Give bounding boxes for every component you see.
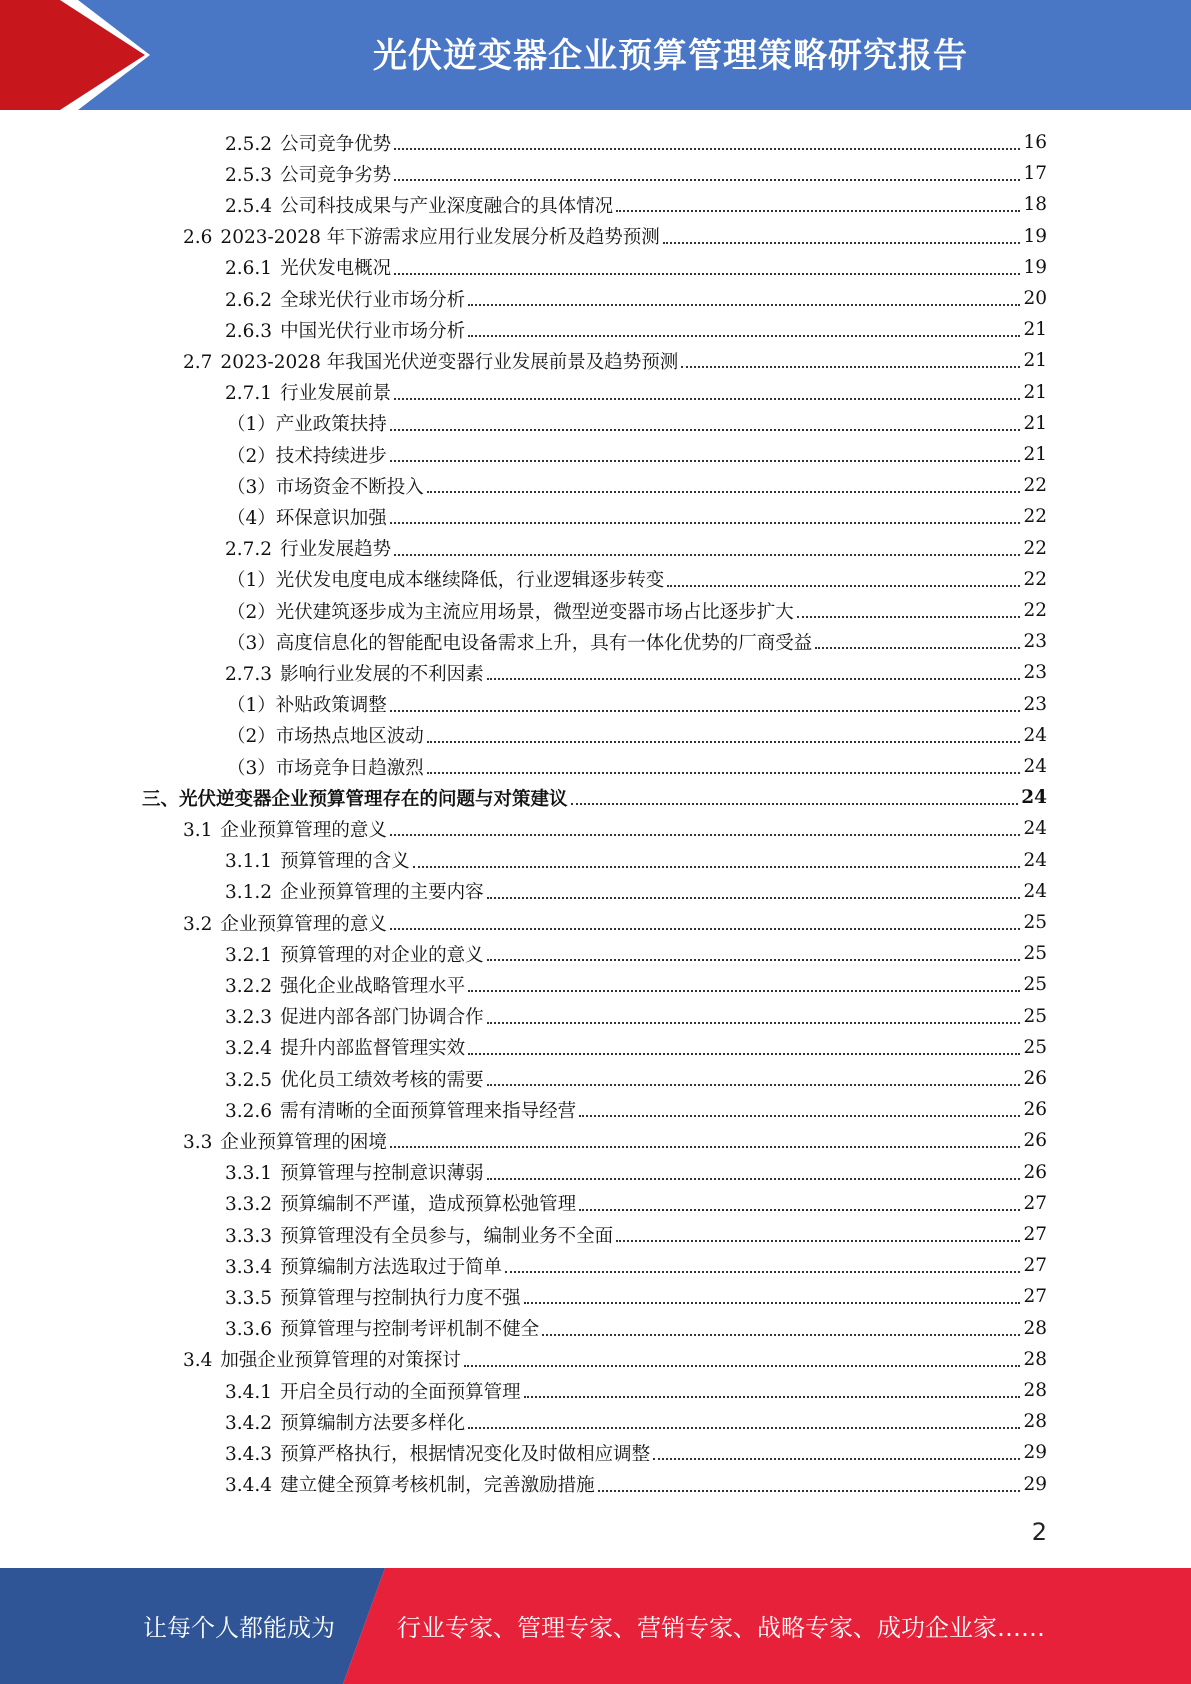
- toc-entry-label: [227, 629, 812, 655]
- toc-dot-leader: [616, 1239, 1020, 1242]
- toc-entry[interactable]: [227, 689, 1047, 720]
- toc-entry-title: 预算管理的含义: [280, 851, 410, 873]
- toc-entry-page: 25: [1023, 974, 1047, 996]
- toc-entry-title: 预算编制方法要多样化: [280, 1412, 466, 1434]
- toc-entry-page: 28: [1023, 1380, 1047, 1401]
- toc-entry-label: [225, 1471, 595, 1497]
- toc-entry-number: 3.2.4: [225, 1038, 273, 1060]
- toc-entry-title: 促进内部各部门协调合作: [280, 1007, 484, 1029]
- toc-entry-title: 需有清晰的全面预算管理来指导经营: [280, 1100, 577, 1122]
- page-header: [0, 0, 1191, 110]
- toc-entry-title: 企业预算管理的困境: [220, 1131, 387, 1153]
- toc-entry[interactable]: [225, 1469, 1047, 1500]
- toc-entry-page: 26: [1023, 1161, 1047, 1183]
- toc-entry-title: 中国光伏行业市场分析: [280, 320, 466, 342]
- toc-entry-title: 产业政策扶持: [275, 414, 387, 436]
- toc-entry-number: （2）: [227, 601, 276, 623]
- toc-entry-number: 3.4.3: [225, 1443, 273, 1465]
- toc-entry-title: 预算管理与控制意识薄弱: [280, 1163, 484, 1185]
- toc-entry-number: 3.2.3: [225, 1007, 273, 1029]
- toc-entry-number: 3.1.1: [225, 851, 273, 873]
- toc-entry-label: [227, 410, 387, 436]
- toc-entry-page: 28: [1023, 1317, 1047, 1339]
- toc-dot-leader: [390, 428, 1021, 431]
- toc-dot-leader: [579, 1114, 1020, 1117]
- toc-entry-label: [225, 535, 391, 561]
- toc-entry-title: 光伏逆变器企业预算管理存在的问题与对策建议: [179, 788, 568, 810]
- toc-entry[interactable]: [183, 907, 1047, 938]
- toc-entry-label: [227, 566, 664, 592]
- toc-entry-page: 23: [1023, 662, 1047, 684]
- toc-entry-title: 开启全员行动的全面预算管理: [280, 1381, 521, 1403]
- toc-dot-leader: [464, 1364, 1021, 1367]
- toc-entry-number: 3.3.5: [225, 1287, 273, 1309]
- toc-entry[interactable]: [227, 501, 1047, 532]
- toc-entry-page: 24: [1023, 880, 1047, 902]
- toc-entry[interactable]: [183, 813, 1047, 844]
- toc-dot-leader: [390, 833, 1021, 836]
- toc-entry-label: [225, 1034, 465, 1060]
- toc-entry-number: 2.5.4: [225, 195, 273, 217]
- toc-entry-page: 28: [1023, 1348, 1047, 1370]
- toc-entry[interactable]: [142, 782, 1047, 813]
- toc-dot-leader: [468, 1426, 1020, 1429]
- toc-dot-leader: [390, 521, 1021, 524]
- toc-entry[interactable]: [227, 439, 1047, 470]
- toc-entry-title: 影响行业发展的不利因素: [280, 663, 484, 685]
- toc-entry-number: 3.4.4: [225, 1475, 273, 1497]
- toc-dot-leader: [394, 147, 1020, 150]
- toc-entry-page: 27: [1023, 1192, 1047, 1214]
- toc-entry[interactable]: [225, 377, 1047, 408]
- toc-entry-number: 2.7: [183, 351, 213, 373]
- toc-entry-label: [225, 317, 465, 343]
- toc-entry[interactable]: [225, 1219, 1047, 1250]
- toc-entry-label: [227, 442, 387, 468]
- toc-entry-title: 市场竞争日趋激烈: [275, 757, 424, 779]
- toc-entry[interactable]: [225, 938, 1047, 969]
- toc-entry-label: [225, 1440, 650, 1466]
- toc-entry[interactable]: [225, 1313, 1047, 1344]
- toc-entry-label: [225, 1190, 576, 1216]
- toc-entry-title: 提升内部监督管理实效: [280, 1038, 466, 1060]
- toc-entry-page: 24: [1023, 756, 1047, 777]
- toc-entry-number: 3.2.2: [225, 975, 273, 997]
- toc-dot-leader: [390, 927, 1021, 930]
- toc-entry[interactable]: [183, 1344, 1047, 1375]
- toc-entry-label: [225, 972, 465, 998]
- toc-entry-label: [225, 1097, 576, 1123]
- toc-entry[interactable]: [183, 1125, 1047, 1156]
- toc-entry-page: 25: [1023, 1036, 1047, 1058]
- toc-entry-page: 26: [1023, 1130, 1047, 1152]
- toc-entry-title: 预算严格执行，根据情况变化及时做相应调整: [280, 1443, 651, 1465]
- toc-dot-leader: [681, 365, 1020, 368]
- toc-entry-label: [225, 192, 613, 218]
- toc-entry-page: 22: [1023, 600, 1047, 621]
- toc-dot-leader: [797, 615, 1021, 618]
- toc-entry[interactable]: [227, 470, 1047, 501]
- toc-dot-leader: [468, 334, 1020, 337]
- toc-entry[interactable]: [225, 189, 1047, 220]
- toc-entry-label: [225, 1284, 521, 1310]
- toc-dot-leader: [390, 1145, 1021, 1148]
- toc-entry-title: 光伏发电概况: [280, 258, 392, 280]
- toc-entry-label: [225, 1003, 484, 1029]
- toc-dot-leader: [487, 1083, 1021, 1086]
- toc-entry-number: 3.2: [183, 913, 213, 935]
- toc-entry-number: 2.7.2: [225, 539, 273, 561]
- toc-entry-title: 补贴政策调整: [275, 695, 387, 717]
- toc-dot-leader: [394, 272, 1020, 275]
- toc-entry-label: [225, 161, 391, 187]
- toc-entry-page: 29: [1023, 1442, 1047, 1464]
- toc-entry-label: [183, 1128, 387, 1154]
- toc-entry-number: （1）: [227, 570, 276, 592]
- toc-entry[interactable]: [227, 720, 1047, 751]
- toc-dot-leader: [468, 989, 1020, 992]
- toc-entry-title: 公司科技成果与产业深度融合的具体情况: [280, 195, 614, 217]
- toc-entry-label: [225, 1222, 613, 1248]
- toc-entry-title: 全球光伏行业市场分析: [280, 289, 466, 311]
- toc-dot-leader: [487, 1021, 1021, 1024]
- toc-dot-leader: [815, 646, 1020, 649]
- footer-expert-list: 行业专家、管理专家、营销专家、战略专家、成功企业家……: [397, 1614, 1045, 1642]
- toc-entry-number: 三、: [142, 788, 180, 810]
- toc-entry[interactable]: [183, 221, 1047, 252]
- toc-entry-page: 21: [1023, 412, 1047, 434]
- toc-entry-label: [225, 1315, 539, 1341]
- toc-entry-title: 企业预算管理的意义: [220, 913, 387, 935]
- toc-entry-number: 2.6.2: [225, 289, 273, 311]
- toc-dot-leader: [427, 490, 1021, 493]
- toc-entry-title: 2023-2028 年下游需求应用行业发展分析及趋势预测: [220, 227, 660, 249]
- toc-dot-leader: [468, 1052, 1020, 1055]
- toc-entry-title: 环保意识加强: [275, 507, 387, 529]
- toc-dot-leader: [667, 584, 1020, 587]
- toc-entry-number: （2）: [227, 445, 276, 467]
- toc-entry[interactable]: [225, 1281, 1047, 1312]
- toc-dot-leader: [653, 1457, 1020, 1460]
- toc-entry-label: [183, 1346, 461, 1372]
- toc-entry-page: 27: [1023, 1286, 1047, 1308]
- toc-dot-leader: [390, 459, 1021, 462]
- toc-dot-leader: [394, 553, 1020, 556]
- toc-dot-leader: [571, 802, 1019, 805]
- toc-dot-leader: [487, 896, 1021, 899]
- toc-entry-page: 22: [1023, 537, 1047, 559]
- toc-dot-leader: [487, 1177, 1021, 1180]
- toc-entry-label: [227, 473, 424, 499]
- toc-entry-number: 3.2.1: [225, 944, 273, 966]
- toc-entry-page: 24: [1023, 849, 1047, 871]
- toc-entry[interactable]: [227, 408, 1047, 439]
- toc-entry-number: （3）: [227, 757, 276, 779]
- toc-entry-page: 27: [1023, 1224, 1047, 1245]
- toc-entry-label: [225, 286, 465, 312]
- toc-entry-page: 29: [1023, 1473, 1047, 1495]
- toc-dot-leader: [468, 303, 1020, 306]
- toc-dot-leader: [598, 1489, 1021, 1492]
- toc-entry-page: 22: [1023, 506, 1047, 528]
- toc-entry[interactable]: [225, 1375, 1047, 1406]
- toc-entry-number: 2.6: [183, 227, 213, 249]
- toc-entry-page: 18: [1023, 194, 1047, 216]
- toc-entry-number: 3.2.6: [225, 1100, 273, 1122]
- toc-entry-number: 3.3.3: [225, 1225, 273, 1247]
- toc-entry[interactable]: [227, 751, 1047, 782]
- toc-entry-label: [227, 598, 794, 624]
- toc-entry-label: [225, 1378, 521, 1404]
- toc-entry-page: 24: [1021, 787, 1047, 809]
- toc-entry-label: [227, 754, 424, 780]
- toc-entry-number: 3.3.1: [225, 1163, 273, 1185]
- toc-entry-page: 25: [1023, 912, 1047, 933]
- toc-entry-page: 28: [1023, 1411, 1047, 1433]
- toc-entry[interactable]: [227, 626, 1047, 657]
- toc-entry-number: （2）: [227, 726, 276, 748]
- toc-entry-number: 2.7.3: [225, 663, 273, 685]
- toc-dot-leader: [413, 865, 1021, 868]
- toc-entry[interactable]: [225, 1094, 1047, 1125]
- toc-entry[interactable]: [225, 845, 1047, 876]
- toc-entry-page: 21: [1023, 319, 1047, 341]
- toc-entry[interactable]: [225, 1250, 1047, 1281]
- toc-entry[interactable]: [225, 252, 1047, 283]
- toc-dot-leader: [394, 178, 1020, 181]
- toc-entry-label: [227, 722, 424, 748]
- toc-dot-leader: [505, 1270, 1020, 1273]
- toc-dot-leader: [579, 1208, 1020, 1211]
- toc-entry-number: （4）: [227, 507, 276, 529]
- toc-entry-number: 3.3: [183, 1131, 213, 1153]
- toc-entry-title: 强化企业战略管理水平: [280, 975, 466, 997]
- toc-entry-title: 预算管理没有全员参与，编制业务不全面: [280, 1225, 614, 1247]
- toc-dot-leader: [524, 1301, 1021, 1304]
- toc-entry-number: 3.3.6: [225, 1319, 273, 1341]
- toc-entry-title: 市场资金不断投入: [275, 476, 424, 498]
- toc-entry-page: 21: [1023, 444, 1047, 465]
- toc-dot-leader: [487, 677, 1021, 680]
- toc-entry-title: 预算管理与控制考评机制不健全: [280, 1319, 540, 1341]
- toc-dot-leader: [524, 1395, 1021, 1398]
- footer-slogan: 让每个人都能成为: [143, 1614, 335, 1642]
- toc-entry[interactable]: [225, 1406, 1047, 1437]
- header-title: 光伏逆变器企业预算管理策略研究报告: [373, 36, 968, 76]
- toc-entry-title: 高度信息化的智能配电设备需求上升，具有一体化优势的厂商受益: [275, 632, 813, 654]
- toc-entry[interactable]: [225, 127, 1047, 158]
- toc-entry[interactable]: [225, 1032, 1047, 1063]
- toc-entry-number: 3.3.2: [225, 1194, 273, 1216]
- toc-entry-page: 24: [1023, 724, 1047, 746]
- toc-dot-leader: [427, 771, 1021, 774]
- toc-entry-title: 预算编制不严谨，造成预算松弛管理: [280, 1194, 577, 1216]
- toc-entry-page: 23: [1023, 693, 1047, 715]
- toc-entry-title: 光伏建筑逐步成为主流应用场景，微型逆变器市场占比逐步扩大: [275, 601, 794, 623]
- toc-entry-number: （3）: [227, 476, 276, 498]
- toc-entry-page: 19: [1023, 225, 1047, 247]
- toc-entry-label: [183, 816, 387, 842]
- toc-entry[interactable]: [225, 158, 1047, 189]
- toc-entry-label: [142, 785, 568, 811]
- toc-entry-number: 2.5.2: [225, 133, 273, 155]
- toc-entry-label: [225, 254, 391, 280]
- toc-entry-title: 企业预算管理的主要内容: [280, 882, 484, 904]
- toc-entry-page: 27: [1023, 1255, 1047, 1277]
- toc-entry-title: 行业发展前景: [280, 383, 392, 405]
- toc-entry-title: 市场热点地区波动: [275, 726, 424, 748]
- toc-entry-page: 26: [1023, 1099, 1047, 1121]
- toc-entry[interactable]: [225, 533, 1047, 564]
- toc-dot-leader: [390, 709, 1021, 712]
- toc-entry[interactable]: [225, 876, 1047, 907]
- toc-entry-title: 预算编制方法选取过于简单: [280, 1256, 503, 1278]
- toc-entry-label: [225, 1066, 484, 1092]
- toc-entry-page: 23: [1023, 631, 1047, 653]
- toc-entry[interactable]: [183, 345, 1047, 376]
- toc-entry-page: 26: [1023, 1068, 1047, 1089]
- toc-entry-number: 2.6.1: [225, 258, 273, 280]
- toc-entry-number: 2.5.3: [225, 164, 273, 186]
- toc-entry-title: 加强企业预算管理的对策探讨: [220, 1350, 461, 1372]
- toc-entry-label: [225, 660, 484, 686]
- toc-entry-label: [225, 1409, 465, 1435]
- toc-entry-title: 光伏发电度电成本继续降低，行业逻辑逐步转变: [275, 570, 665, 592]
- toc-dot-leader: [394, 397, 1020, 400]
- toc-dot-leader: [542, 1333, 1020, 1336]
- toc-entry[interactable]: [225, 1063, 1047, 1094]
- toc-entry-number: （3）: [227, 632, 276, 654]
- toc-entry-page: 25: [1023, 1005, 1047, 1027]
- toc-entry[interactable]: [225, 1437, 1047, 1468]
- toc-entry-title: 预算管理与控制执行力度不强: [280, 1287, 521, 1309]
- toc-entry-page: 21: [1023, 381, 1047, 403]
- toc-entry-number: 3.1.2: [225, 882, 273, 904]
- toc-entry-title: 优化员工绩效考核的需要: [280, 1069, 484, 1091]
- toc-entry-page: 24: [1023, 818, 1047, 840]
- toc-entry-title: 预算管理的对企业的意义: [280, 944, 484, 966]
- toc-entry-title: 企业预算管理的意义: [220, 819, 387, 841]
- toc-entry-number: 3.3.4: [225, 1256, 273, 1278]
- toc-entry-number: 3.4.2: [225, 1412, 273, 1434]
- toc-entry-page: 25: [1023, 943, 1047, 965]
- toc-entry-title: 2023-2028 年我国光伏逆变器行业发展前景及趋势预测: [220, 351, 679, 373]
- toc-entry[interactable]: [227, 564, 1047, 595]
- toc-entry-number: （1）: [227, 695, 276, 717]
- toc-entry-title: 公司竞争优势: [280, 133, 392, 155]
- toc-entry-label: [225, 941, 484, 967]
- toc-entry[interactable]: [225, 657, 1047, 688]
- toc-entry[interactable]: [225, 969, 1047, 1000]
- toc-dot-leader: [616, 209, 1020, 212]
- toc-dot-leader: [427, 740, 1021, 743]
- toc-entry-number: 3.1: [183, 819, 213, 841]
- page-number: 2: [1031, 1518, 1047, 1546]
- toc-entry-title: 行业发展趋势: [280, 539, 392, 561]
- toc-entry-number: （1）: [227, 414, 276, 436]
- toc-entry-label: [225, 1159, 484, 1185]
- toc-entry-page: 22: [1023, 475, 1047, 497]
- toc-entry-number: 2.6.3: [225, 320, 273, 342]
- toc-entry-page: 17: [1023, 163, 1047, 185]
- toc-entry[interactable]: [225, 1157, 1047, 1188]
- toc-entry[interactable]: [225, 1001, 1047, 1032]
- toc-entry-title: 公司竞争劣势: [280, 164, 392, 186]
- toc-entry-title: 技术持续进步: [275, 445, 387, 467]
- toc-entry[interactable]: [225, 1188, 1047, 1219]
- toc-dot-leader: [487, 958, 1021, 961]
- toc-entry-label: [225, 130, 391, 156]
- toc-entry-number: 3.4: [183, 1350, 213, 1372]
- toc-entry-number: 2.7.1: [225, 383, 273, 405]
- toc-entry-label: [227, 691, 387, 717]
- toc-entry-page: 20: [1023, 288, 1047, 309]
- toc-entry-label: [225, 847, 410, 873]
- toc-entry-label: [183, 910, 387, 936]
- toc-entry-title: 建立健全预算考核机制，完善激励措施: [280, 1475, 595, 1497]
- toc-entry-page: 16: [1023, 132, 1047, 153]
- toc-entry-label: [227, 504, 387, 530]
- toc-dot-leader: [663, 241, 1021, 244]
- toc-entry[interactable]: [227, 595, 1047, 626]
- toc-entry-label: [225, 379, 391, 405]
- toc-entry-label: [225, 878, 484, 904]
- toc-entry-label: [183, 348, 678, 374]
- toc-entry-number: 3.4.1: [225, 1381, 273, 1403]
- toc-entry-number: 3.2.5: [225, 1069, 273, 1091]
- toc-entry-label: [225, 1253, 502, 1279]
- toc-entry-page: 21: [1023, 350, 1047, 372]
- toc-entry-page: 22: [1023, 568, 1047, 590]
- toc-entry-page: 19: [1023, 256, 1047, 278]
- toc-entry-label: [183, 223, 660, 249]
- page-footer: [0, 1568, 1191, 1684]
- toc-entry[interactable]: [225, 314, 1047, 345]
- toc-entry[interactable]: [225, 283, 1047, 314]
